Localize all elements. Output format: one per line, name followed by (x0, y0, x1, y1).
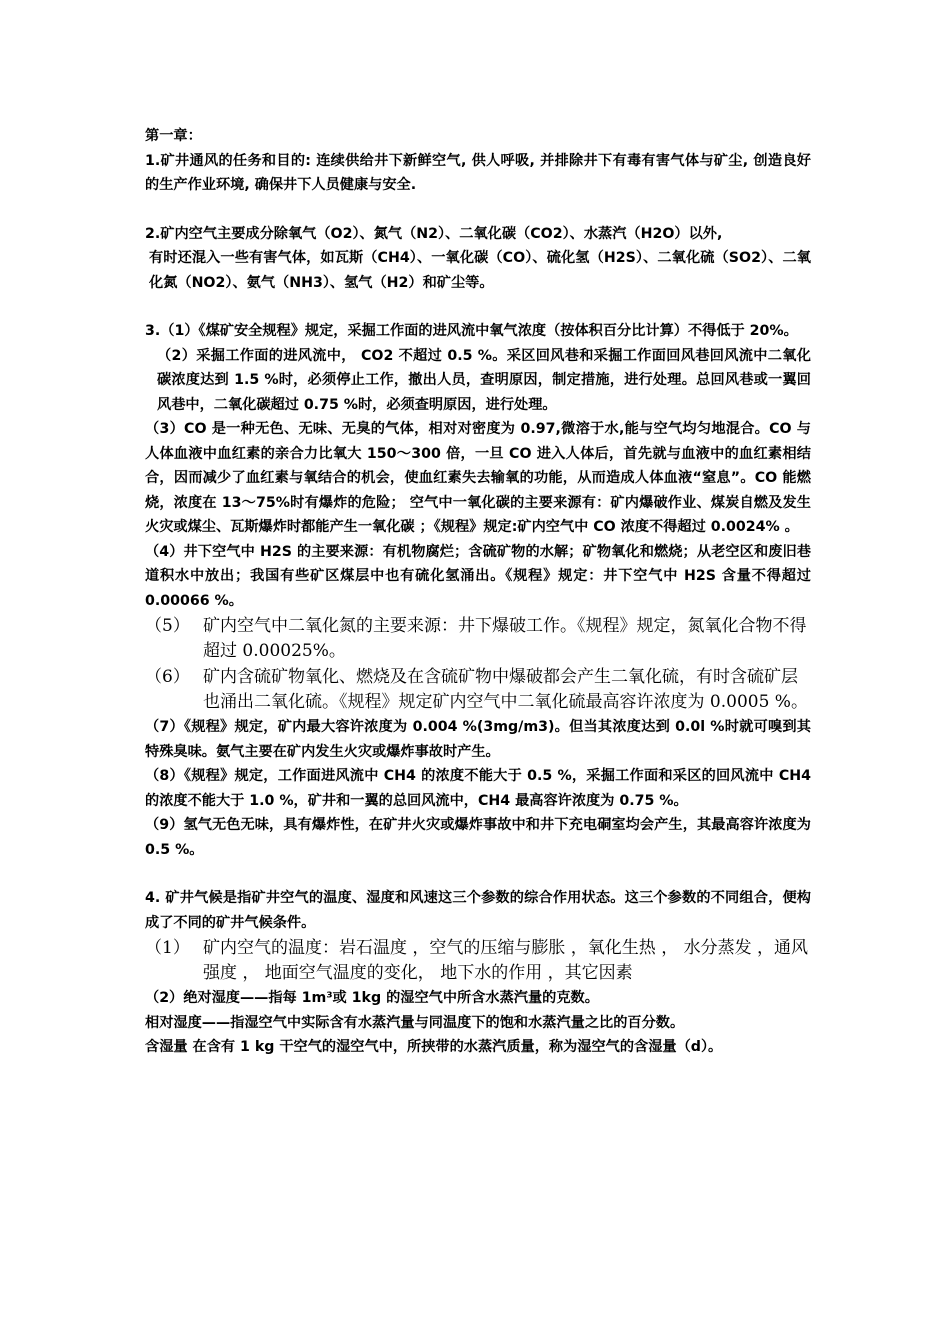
paragraph-3-6 (145, 665, 811, 715)
item-text: 矿内含硫矿物氧化、燃烧及在含硫矿物中爆破都会产生二氧化硫，有时含硫矿层也涌出二氧化硫。《规程》规定矿内空气中二氧化硫最高容许浓度为 0.0005 %。 (203, 667, 808, 712)
paragraph-3-8: （8）《规程》规定，工作面进风流中 CH4 的浓度不能大于 0.5 %，采掘工作面和采区的回风流中 CH4 的浓度不能大于 1.0 %，矿井和一翼的总回风流中，CH4 最高容许浓度为 0.75 %。 (145, 768, 811, 809)
paragraph-4-1 (145, 936, 811, 986)
item-number: （6） (145, 667, 190, 687)
paragraph-3-9: （9）氢气无色无味，具有爆炸性，在矿井火灾或爆炸事故中和井下充电硐室均会产生，其最高容许浓度为 0.5 %。 (145, 817, 811, 858)
item-text: 矿内空气的温度：岩石温度 ，空气的压缩与膨胀 ，氧化生热 ， 水分蒸发 ，通风强度 ， 地面空气温度的变化， 地下水的作用 ，其它因素 (203, 938, 809, 983)
paragraph-3-7: （7）《规程》规定，矿内最大容许浓度为 0.004 %(3mg/m3)。但当其浓度达到 0.0l %时就可嗅到其特殊臭味。氨气主要在矿内发生火灾或爆炸事故时产生。 (145, 719, 811, 760)
item-number: （1） (145, 938, 190, 958)
item-number: （5） (145, 616, 190, 636)
paragraph-4: 4. 矿井气候是指矿井空气的温度、湿度和风速这三个参数的综合作用状态。这三个参数的不同组合，便构成了不同的矿井气候条件。 (145, 890, 811, 931)
item-text: 矿内空气中二氧化氮的主要来源：井下爆破工作。《规程》规定，氮氧化合物不得超过 0.00025%。 (203, 616, 807, 661)
paragraph-3-5 (145, 614, 811, 664)
chapter-heading: 第一章： (145, 128, 202, 144)
paragraph-3-1: 3.（1）《煤矿安全规程》规定，采掘工作面的进风流中氧气浓度（按体积百分比计算）不得低于 20%。 (145, 323, 798, 339)
paragraph-4-4: 含湿量 在含有 1 kg 干空气的湿空气中，所挟带的水蒸汽质量，称为湿空气的含湿量（d）。 (145, 1039, 723, 1055)
paragraph-3-2: （2）采掘工作面的进风流中， CO2 不超过 0.5 %。采区回风巷和采掘工作面回风巷回风流中二氧化碳浓度达到 1.5 %时，必须停止工作，撤出人员，查明原因，制定措施，进行处理。总回风巷或一翼回风巷中，二氧化碳超过 0.75 %时，必须查明原因，进行处理。 (157, 347, 811, 413)
paragraph-2a: 2.矿内空气主要成分除氧气（O2）、氮气（N2）、二氧化碳（CO2）、水蒸汽（H2O）以外, (145, 225, 723, 242)
paragraph-4-2: （2）绝对湿度——指每 1m³或 1kg 的湿空气中所含水蒸汽量的克数。 (145, 990, 599, 1006)
paragraph-2b: 有时还混入一些有害气体，如瓦斯（CH4）、一氧化碳（CO）、硫化氢（H2S）、二氧化硫（SO2）、二氧化氮（NO2）、氨气（NH3）、氢气（H2）和矿尘等。 (149, 250, 811, 291)
paragraph-3-3: （3）CO 是一种无色、无味、无臭的气体，相对对密度为 0.97,微溶于水,能与空气均匀地混合。CO 与人体血液中血红素的亲合力比氧大 150～300 倍，一旦 CO 进入人体后，首先就与血液中的血红素相结合，因而减少了血红素与氧结合的机会，使血红素失去输氧的功能，从而造成人体血液“窒息”。CO 能燃烧，浓度在 13～75%时有爆炸的危险； 空气中一氧化碳的主要来源有：矿内爆破作业、煤炭自燃及发生火灾或煤尘、瓦斯爆炸时都能产生一氧化碳 ；《规程》规定:矿内空气中 CO 浓度不得超过 0.0024% 。 (145, 421, 811, 535)
paragraph-3-4: （4）井下空气中 H2S 的主要来源：有机物腐烂；含硫矿物的水解；矿物氧化和燃烧；从老空区和废旧巷道积水中放出；我国有些矿区煤层中也有硫化氢涌出。《规程》规定：井下空气中 H2S 含量不得超过 0.00066 %。 (145, 543, 811, 609)
paragraph-1: 1.矿井通风的任务和目的: 连续供给井下新鲜空气, 供人呼吸, 并排除井下有毒有害气体与矿尘, 创造良好的生产作业环境, 确保井下人员健康与安全. (145, 152, 811, 193)
paragraph-4-3: 相对湿度——指湿空气中实际含有水蒸汽量与同温度下的饱和水蒸汽量之比的百分数。 (145, 1014, 685, 1031)
document-body (145, 124, 811, 1060)
